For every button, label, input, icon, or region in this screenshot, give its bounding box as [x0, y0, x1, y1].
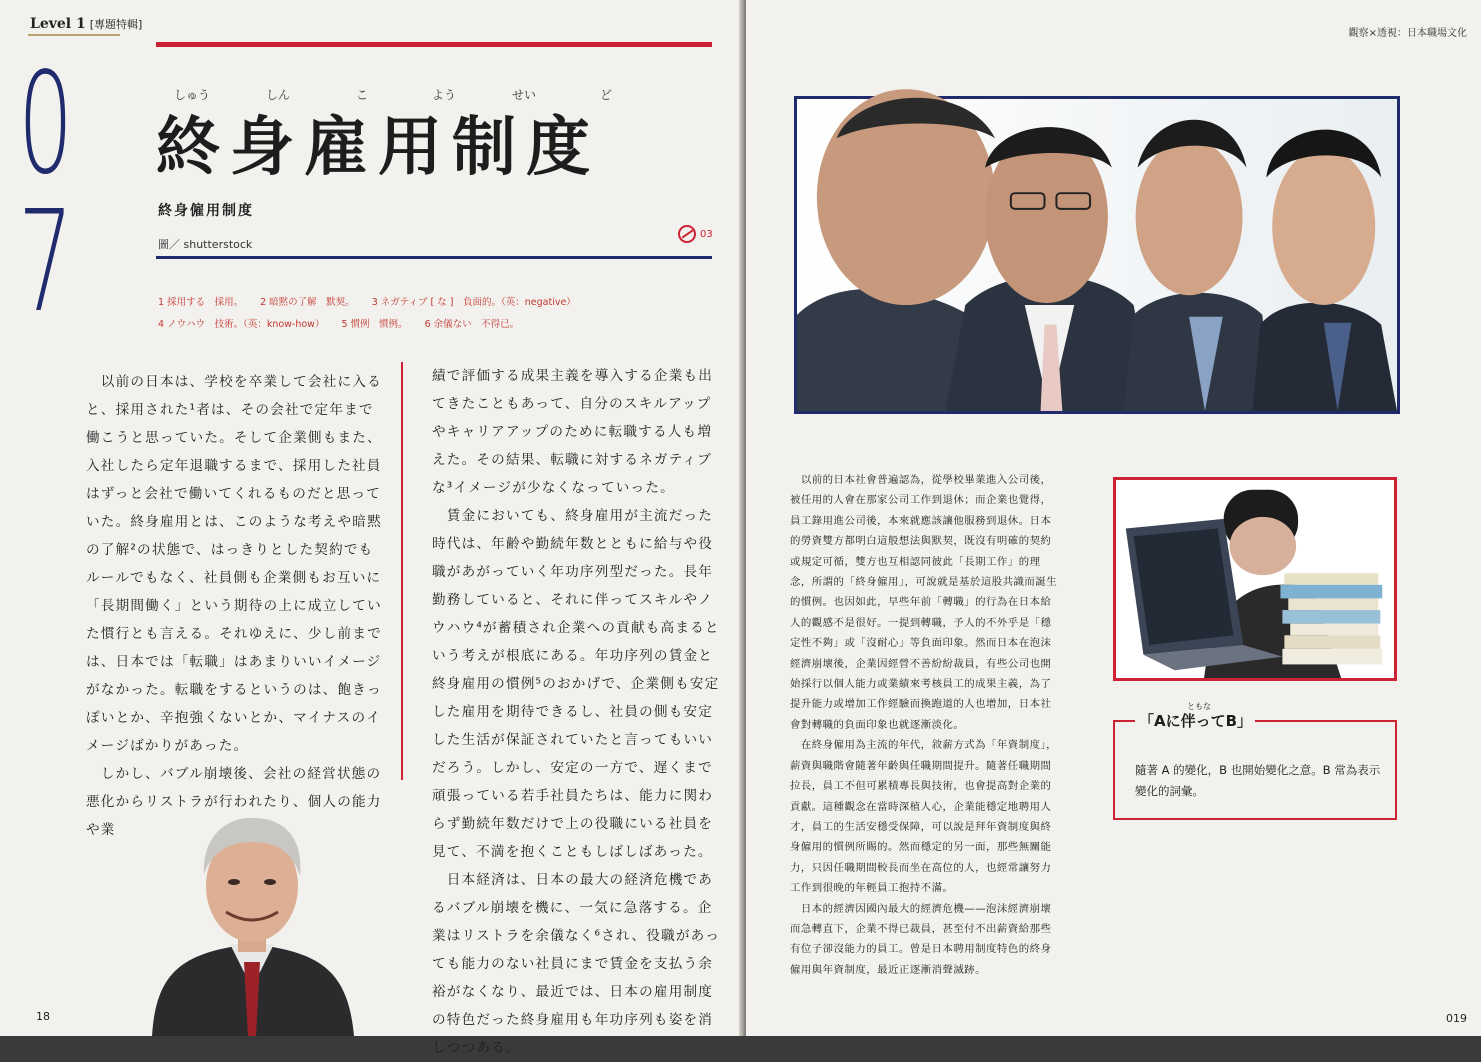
- ruby-text: しゅう: [174, 88, 211, 102]
- right-page: [746, 0, 1481, 1036]
- article-subtitle: 終身僱用制度: [158, 203, 254, 219]
- elderly-man-photo: [142, 812, 360, 1036]
- title-bottom-rule: [156, 256, 712, 259]
- glossary-item: 2 暗黙の了解 默契。: [260, 297, 355, 308]
- article-number-digit-1: 0: [18, 43, 71, 206]
- photo-credit: 圖／ shutterstock: [158, 238, 253, 251]
- ruby-text: こ: [356, 88, 369, 102]
- grammar-rule: [1255, 720, 1393, 722]
- glossary-item: 6 余儀ない 不得已。: [424, 319, 520, 330]
- page-number-left: 18: [36, 1010, 50, 1023]
- grammar-title-text: 「Aに伴ってB」: [1139, 712, 1253, 730]
- glossary-item: 1 採用する 採用。: [158, 297, 244, 308]
- level-underline: [28, 34, 120, 36]
- glossary: [158, 292, 718, 336]
- ruby-text: よう: [432, 88, 457, 102]
- businessmen-photo: [794, 96, 1400, 414]
- left-page: [0, 0, 744, 1056]
- ruby-text: せい: [512, 88, 537, 102]
- glossary-item: 3 ネガティブ [ な ] 負面的。（英：negative）: [371, 297, 576, 308]
- article-number-digit-2: 7: [18, 181, 71, 344]
- grammar-ruby: ともな: [1187, 702, 1211, 711]
- body-jp-column-1: 以前の日本は、学校を卒業して会社に入ると、採用された¹者は、その会社で定年まで働こうと思っていた。そして企業側もまた、入社したら定年退職するまで、採用した社員はずっと会社で働いてくれるものだと思っていた。終身雇用とは、このような考えや暗黙の了解²の状態で、はっきりとした契約でもルールでもなく、社員側も企業側もお互いに「長期間働く」という期待の上に成立していた慣行とも言える。それゆえに、少し前までは、日本では「転職」はあまりいいイメージがなかった。転職をするというのは、飽きっぽいとか、辛抱強くないとか、マイナスのイメージばかりがあった。 しかし、バブル崩壊後、会社の経営状態の悪化からリストラが行われたり、個人の能力や業: [86, 374, 382, 838]
- tired-worker-photo: [1113, 477, 1397, 681]
- column-divider: [401, 362, 403, 780]
- body-zh: 以前的日本社會普遍認為，從學校畢業進入公司後，被任用的人會在那家公司工作到退休；而企業也覺得，員工錄用進公司後，本來就應該讓他服務到退休。日本的勞資雙方都明白這般想法與默契，既沒有明確的契約或規定可循，雙方也互相認同彼此「長期工作」的理念，所謂的「終身僱用」，可說就是基於這股共識而誕生的慣例。也因如此，早些年前「轉職」的行為在日本給人的觀感不是很好。一提到轉職，予人的不外乎是「穩定性不夠」或「沒耐心」等負面印象。然而日本在泡沫經濟崩壞後，企業因經營不善紛紛裁員，有些公司也開始採行以個人能力或業績來考核員工的成果主義，為了提升能力或增加工作經驗而換跑道的人也增加，日本社會對轉職的負面印象也就逐漸淡化。 在終身僱用為主流的年代，敘薪方式為「年資制度」，薪資與職階會隨著年齡與任職期間提升。隨著任職期間拉長，員工不但可累積專長與技術，也會提高對企業的貢獻。這種觀念在當時深植人心，企業能穩定地聘用人才，員工的生活安穩受保障，可以說是拜年資制度與終身僱用的慣例所賜的。然而穩定的另一面，那些無關能力，只因任職期間較長而坐在高位的人，也經常讓努力工作到很晚的年輕員工抱持不滿。 日本的經濟因國內最大的經濟危機——泡沫經濟崩壞而急轉直下，企業不得已裁員，甚至付不出薪資給那些有位子卻沒能力的員工。曾是日本聘用制度特色的終身僱用與年資制度，最近正逐漸消聲滅跡。: [790, 474, 1058, 976]
- glossary-item: 4 ノウハウ 技術。（英：know-how）: [158, 319, 325, 330]
- ruby-text: しん: [266, 88, 291, 102]
- page-number-right: 019: [1446, 1012, 1467, 1025]
- grammar-title: [1135, 702, 1256, 731]
- grammar-body: 隨著 A 的變化，B 也開始變化之意。B 常為表示變化的詞彙。: [1135, 763, 1381, 798]
- level-tag: Level 1 [專題特輯]: [30, 16, 143, 32]
- audio-track-number: 03: [700, 228, 713, 240]
- ruby-text: ど: [600, 88, 613, 102]
- grammar-box: [1113, 702, 1397, 820]
- glossary-item: 5 慣例 慣例。: [341, 319, 408, 330]
- article-number: [18, 43, 118, 344]
- title-top-rule: [156, 42, 712, 47]
- article-title: 終身雇用制度: [156, 111, 600, 185]
- section-tag: 觀察×透視：日本職場文化: [1348, 28, 1467, 39]
- audio-track[interactable]: [678, 225, 713, 243]
- audio-track-icon[interactable]: [678, 225, 696, 243]
- body-jp-column-2: 績で評価する成果主義を導入する企業も出てきたこともあって、自分のスキルアップやキャリアアップのために転職する人も増えた。その結果、転職に対するネガティブな³イメージが少なくなっていった。 賃金においても、終身雇用が主流だった時代は、年齢や勤続年数とともに給与や役職があがっていく年功序列型だった。長年勤務していると、それに伴ってスキルやノウハウ⁴が蓄積され企業への貢献も高まるという考えが根底にある。年功序列の賃金と終身雇用の慣例⁵のおかげで、企業側も安定した雇用を期待できるし、社員の側も安定した生活が保証されていたと言ってもいいだろう。しかし、安定の一方で、遅くまで頑張っている若手社員たちは、能力に関わらず勤続年数だけで上の役職にいる社員を見て、不満を抱くこともしばしばあった。 日本経済は、日本の最大の経済危機であるバブル崩壊を機に、一気に急落する。企業はリストラを余儀なく⁶され、役職があっても能力のない社員にまで賃金を支払う余裕がなくなり、最近では、日本の雇用制度の特色だった終身雇用も年功序列も姿を消しつつある。: [432, 368, 721, 1056]
